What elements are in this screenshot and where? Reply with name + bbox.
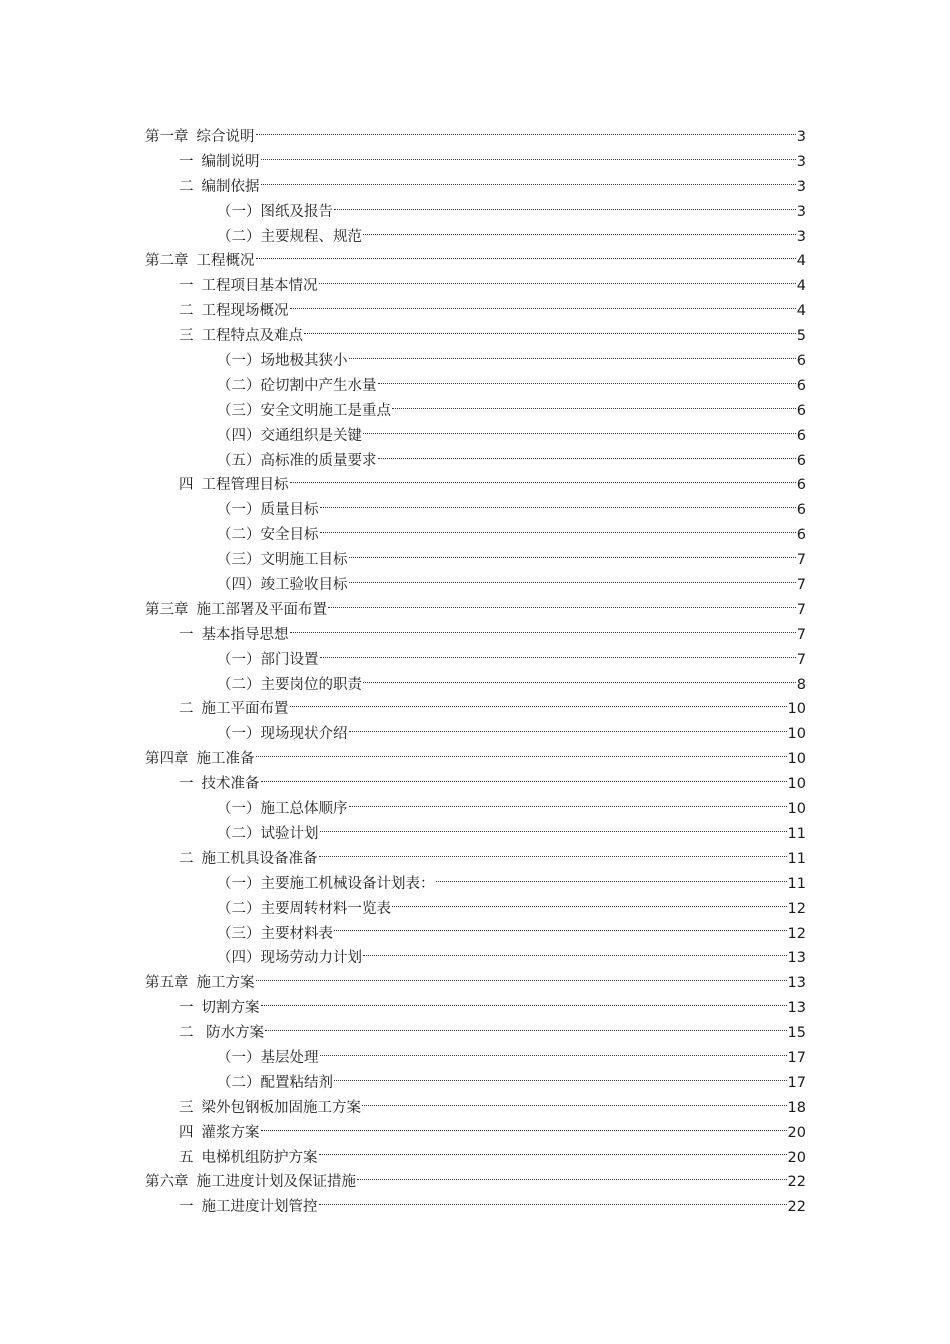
toc-entry-title [145, 125, 255, 150]
toc-entry[interactable] [145, 797, 806, 822]
toc-entry[interactable] [145, 449, 806, 474]
toc-entry-label: 二 [179, 850, 194, 867]
toc-entry[interactable] [145, 922, 806, 947]
toc-page-number: 7 [796, 626, 806, 643]
toc-entry[interactable] [145, 249, 806, 274]
dot-leader [256, 756, 787, 757]
toc-entry-label: 三 [179, 1099, 194, 1116]
toc-entry-title [145, 747, 255, 772]
toc-entry-title [179, 697, 289, 722]
table-of-contents [145, 125, 806, 1220]
toc-page-number: 7 [796, 601, 806, 618]
toc-page-number: 4 [796, 278, 806, 295]
dot-leader [319, 856, 787, 857]
toc-entry-title [179, 772, 260, 797]
toc-entry-title [217, 673, 362, 698]
dot-leader [362, 1105, 787, 1106]
toc-entry-text: 交通组织是关键 [260, 427, 362, 444]
toc-page-number: 3 [796, 228, 806, 245]
toc-entry-text: 工程管理目标 [201, 477, 289, 494]
toc-entry-text: 施工进度计划及保证措施 [196, 1174, 356, 1191]
toc-entry-text: 砼切割中产生水量 [260, 377, 377, 394]
toc-entry-title [217, 648, 319, 673]
toc-entry-label: 二 [179, 1025, 194, 1042]
toc-entry-text: 施工准备 [196, 751, 255, 768]
toc-entry-text: 现场劳动力计划 [260, 950, 362, 967]
toc-entry-text: 高标准的质量要求 [260, 452, 377, 469]
toc-entry-title [217, 797, 348, 822]
dot-leader [290, 706, 787, 707]
toc-entry-text: 主要岗位的职责 [260, 676, 362, 693]
toc-entry-title [145, 1170, 356, 1195]
dot-leader [261, 1130, 787, 1131]
toc-entry-label: 二 [179, 701, 194, 718]
toc-entry-title [179, 1121, 260, 1146]
toc-entry[interactable] [145, 473, 806, 498]
toc-page-number: 18 [787, 1099, 806, 1116]
toc-page-number: 15 [787, 1025, 806, 1042]
dot-leader [349, 557, 796, 558]
dot-leader [349, 731, 787, 732]
toc-entry-label: （一） [217, 651, 261, 668]
dot-leader [378, 458, 796, 459]
toc-entry[interactable] [145, 872, 806, 897]
toc-entry-label: （一） [217, 502, 261, 519]
toc-entry-text: 基本指导思想 [201, 626, 289, 643]
toc-page-number: 7 [796, 651, 806, 668]
toc-page-number: 17 [787, 1074, 806, 1091]
toc-entry[interactable] [145, 598, 806, 623]
toc-entry[interactable] [145, 399, 806, 424]
toc-entry-label: （四） [217, 577, 261, 594]
toc-entry-text: 切割方案 [201, 1000, 260, 1017]
toc-entry-text: 施工机具设备准备 [201, 850, 318, 867]
toc-entry-text: 施工平面布置 [201, 701, 289, 718]
toc-entry-title [179, 274, 318, 299]
toc-page-number: 11 [787, 850, 806, 867]
toc-entry-title [217, 922, 333, 947]
toc-page-number: 13 [787, 950, 806, 967]
dot-leader [378, 383, 796, 384]
toc-entry[interactable] [145, 1021, 806, 1046]
toc-entry-title [217, 1071, 333, 1096]
toc-entry-text: 工程概况 [196, 253, 255, 270]
toc-entry-text: 安全目标 [260, 527, 319, 544]
toc-entry-text: 编制依据 [201, 178, 260, 195]
toc-entry-title [145, 598, 327, 623]
toc-entry-title [179, 150, 260, 175]
dot-leader [256, 134, 796, 135]
toc-entry-text: 主要材料表 [260, 925, 333, 942]
toc-entry-title [179, 1195, 318, 1220]
toc-entry-text: 编制说明 [201, 153, 260, 170]
toc-entry-label: 第一章 [145, 129, 189, 145]
toc-entry-label: 第三章 [145, 601, 189, 618]
toc-entry-title [217, 897, 391, 922]
toc-entry-label: （一） [217, 1049, 261, 1066]
toc-page-number: 5 [796, 328, 806, 345]
toc-entry-text: 防水方案 [201, 1025, 265, 1042]
toc-entry[interactable] [145, 822, 806, 847]
toc-entry-text: 场地极其狭小 [260, 353, 348, 370]
toc-entry[interactable] [145, 747, 806, 772]
toc-entry-label: 一 [179, 1199, 194, 1216]
toc-entry-title [217, 946, 362, 971]
dot-leader [261, 781, 787, 782]
toc-entry-label: 四 [179, 477, 194, 494]
toc-entry-label: 三 [179, 328, 194, 345]
toc-entry[interactable] [145, 1170, 806, 1195]
toc-entry[interactable] [145, 648, 806, 673]
toc-entry[interactable] [145, 847, 806, 872]
dot-leader [290, 308, 796, 309]
toc-entry-title [179, 175, 260, 200]
toc-entry-label: 一 [179, 776, 194, 793]
toc-entry-text: 主要规程、规范 [260, 228, 362, 245]
toc-entry-text: 电梯机组防护方案 [201, 1149, 318, 1166]
toc-entry-text: 施工进度计划管控 [201, 1199, 318, 1216]
toc-entry[interactable] [145, 498, 806, 523]
toc-entry-label: （一） [217, 875, 261, 892]
toc-page-number: 6 [796, 402, 806, 419]
toc-entry[interactable] [145, 299, 806, 324]
toc-page-number: 6 [796, 427, 806, 444]
toc-entry-text: 综合说明 [196, 129, 255, 145]
dot-leader [328, 607, 796, 608]
toc-entry-label: （二） [217, 1074, 261, 1091]
toc-entry-text: 灌浆方案 [201, 1124, 260, 1141]
toc-page-number: 3 [796, 178, 806, 195]
toc-entry-title [179, 1021, 264, 1046]
toc-page-number: 10 [787, 726, 806, 743]
toc-page-number: 3 [796, 129, 806, 145]
toc-entry-label: 第五章 [145, 975, 189, 992]
toc-entry[interactable] [145, 274, 806, 299]
toc-entry-title [217, 498, 319, 523]
toc-entry[interactable] [145, 1195, 806, 1220]
dot-leader [334, 930, 787, 931]
toc-entry[interactable] [145, 946, 806, 971]
dot-leader [320, 1055, 787, 1056]
toc-entry[interactable] [145, 1121, 806, 1146]
toc-page-number: 8 [796, 676, 806, 693]
toc-entry-label: （三） [217, 402, 261, 419]
dot-leader [261, 1005, 787, 1006]
toc-entry-label: （一） [217, 353, 261, 370]
toc-page-number: 4 [796, 253, 806, 270]
toc-entry-label: 第二章 [145, 253, 189, 270]
toc-page-number: 13 [787, 1000, 806, 1017]
toc-page-number: 12 [787, 900, 806, 917]
toc-entry[interactable] [145, 150, 806, 175]
toc-entry-title [145, 971, 255, 996]
toc-entry[interactable] [145, 175, 806, 200]
toc-page-number: 6 [796, 452, 806, 469]
toc-entry-title [217, 872, 435, 897]
toc-page-number: 10 [787, 801, 806, 818]
toc-entry-label: （四） [217, 427, 261, 444]
toc-entry[interactable] [145, 200, 806, 225]
toc-entry-title [179, 847, 318, 872]
toc-entry-title [217, 573, 348, 598]
toc-entry-label: （三） [217, 925, 261, 942]
dot-leader [334, 209, 796, 210]
toc-page-number: 3 [796, 203, 806, 220]
toc-entry-label: 一 [179, 153, 194, 170]
toc-entry-text: 竣工验收目标 [260, 577, 348, 594]
toc-entry[interactable] [145, 523, 806, 548]
toc-entry-title [217, 722, 348, 747]
toc-page-number: 10 [787, 751, 806, 768]
toc-entry-text: 施工部署及平面布置 [196, 601, 327, 618]
toc-entry-text: 工程项目基本情况 [201, 278, 318, 295]
toc-entry-title [217, 424, 362, 449]
toc-entry[interactable] [145, 673, 806, 698]
dot-leader [363, 682, 796, 683]
toc-entry-title [217, 449, 377, 474]
toc-page-number: 22 [787, 1199, 806, 1216]
toc-entry-title [179, 1096, 361, 1121]
toc-entry[interactable] [145, 374, 806, 399]
toc-entry-title [217, 200, 333, 225]
toc-page-number: 22 [787, 1174, 806, 1191]
dot-leader [319, 283, 796, 284]
dot-leader [320, 507, 796, 508]
toc-entry-label: （四） [217, 950, 261, 967]
toc-page-number: 20 [787, 1149, 806, 1166]
toc-entry-text: 工程现场概况 [201, 303, 289, 320]
dot-leader [392, 906, 787, 907]
toc-entry[interactable] [145, 1046, 806, 1071]
toc-entry-title [217, 548, 348, 573]
toc-entry[interactable] [145, 1071, 806, 1096]
toc-entry-title [179, 623, 289, 648]
toc-page-number: 6 [796, 353, 806, 370]
toc-entry[interactable] [145, 324, 806, 349]
dot-leader [265, 1030, 786, 1031]
toc-entry[interactable] [145, 125, 806, 150]
toc-entry[interactable] [145, 971, 806, 996]
toc-entry-label: 一 [179, 1000, 194, 1017]
toc-entry-text: 质量目标 [260, 502, 319, 519]
toc-page-number: 10 [787, 701, 806, 718]
dot-leader [261, 159, 796, 160]
dot-leader [436, 881, 787, 882]
toc-entry-title [179, 324, 303, 349]
toc-entry-title [217, 374, 377, 399]
toc-page-number: 6 [796, 477, 806, 494]
dot-leader [349, 582, 796, 583]
toc-page-number: 6 [796, 502, 806, 519]
dot-leader [357, 1179, 787, 1180]
toc-entry-text: 文明施工目标 [260, 552, 348, 569]
dot-leader [304, 333, 796, 334]
toc-entry[interactable] [145, 697, 806, 722]
toc-page-number: 10 [787, 776, 806, 793]
toc-entry[interactable] [145, 996, 806, 1021]
toc-entry-text: 施工方案 [196, 975, 255, 992]
toc-entry-text: 技术准备 [201, 776, 260, 793]
toc-page-number: 6 [796, 377, 806, 394]
toc-entry-text: 基层处理 [260, 1049, 319, 1066]
toc-entry-label: 第四章 [145, 751, 189, 768]
toc-entry-label: （二） [217, 825, 261, 842]
toc-entry[interactable] [145, 1096, 806, 1121]
toc-entry-label: （一） [217, 726, 261, 743]
toc-entry[interactable] [145, 1146, 806, 1171]
toc-entry-label: （五） [217, 452, 261, 469]
toc-entry-title [217, 523, 319, 548]
toc-page-number: 17 [787, 1049, 806, 1066]
toc-entry-text: 图纸及报告 [260, 203, 333, 220]
toc-entry-label: 二 [179, 303, 194, 320]
toc-entry-label: （二） [217, 900, 261, 917]
toc-entry[interactable] [145, 424, 806, 449]
toc-entry-text: 施工总体顺序 [260, 801, 348, 818]
dot-leader [320, 532, 796, 533]
toc-entry-label: （三） [217, 552, 261, 569]
toc-entry-text: 现场现状介绍 [260, 726, 348, 743]
dot-leader [320, 831, 787, 832]
toc-page-number: 7 [796, 577, 806, 594]
toc-entry-label: 一 [179, 278, 194, 295]
dot-leader [334, 1080, 787, 1081]
toc-page-number: 3 [796, 153, 806, 170]
toc-entry-label: （二） [217, 228, 261, 245]
dot-leader [290, 632, 796, 633]
toc-entry[interactable] [145, 623, 806, 648]
toc-entry-text: 主要周转材料一览表 [260, 900, 391, 917]
toc-entry-label: 一 [179, 626, 194, 643]
toc-entry-text: 试验计划 [260, 825, 319, 842]
toc-entry-text: 梁外包钢板加固施工方案 [201, 1099, 361, 1116]
toc-page-number: 6 [796, 527, 806, 544]
toc-entry-title [217, 349, 348, 374]
toc-entry-label: （一） [217, 801, 261, 818]
dot-leader [392, 408, 796, 409]
toc-entry-label: （一） [217, 203, 261, 220]
toc-entry-label: 五 [179, 1149, 194, 1166]
toc-entry-label: 第六章 [145, 1174, 189, 1191]
toc-entry[interactable] [145, 548, 806, 573]
dot-leader [290, 482, 796, 483]
toc-entry[interactable] [145, 897, 806, 922]
toc-entry-text: 安全文明施工是重点 [260, 402, 391, 419]
dot-leader [261, 184, 796, 185]
toc-page-number: 20 [787, 1124, 806, 1141]
toc-entry-title [179, 1146, 318, 1171]
toc-page-number: 11 [787, 875, 806, 892]
toc-entry-title [217, 399, 391, 424]
toc-entry-title [179, 473, 289, 498]
toc-entry-title [217, 225, 362, 250]
toc-entry-text: 工程特点及难点 [201, 328, 303, 345]
toc-page-number: 4 [796, 303, 806, 320]
toc-entry-text: 配置粘结剂 [260, 1074, 333, 1091]
toc-entry-label: 二 [179, 178, 194, 195]
dot-leader [363, 234, 796, 235]
toc-entry-label: （二） [217, 377, 261, 394]
toc-entry-title [179, 996, 260, 1021]
dot-leader [319, 1204, 787, 1205]
dot-leader [319, 1154, 787, 1155]
dot-leader [363, 955, 787, 956]
toc-page-number: 13 [787, 975, 806, 992]
toc-page-number: 7 [796, 552, 806, 569]
toc-entry-title [217, 1046, 319, 1071]
toc-entry[interactable] [145, 772, 806, 797]
toc-entry-label: 四 [179, 1124, 194, 1141]
toc-entry-text: 部门设置 [260, 651, 319, 668]
dot-leader [320, 657, 796, 658]
toc-entry-label: （二） [217, 527, 261, 544]
toc-entry-title [217, 822, 319, 847]
toc-page-number: 11 [787, 825, 806, 842]
toc-entry-title [179, 299, 289, 324]
dot-leader [349, 358, 796, 359]
toc-page-number: 12 [787, 925, 806, 942]
dot-leader [256, 980, 787, 981]
toc-entry[interactable] [145, 225, 806, 250]
toc-entry[interactable] [145, 349, 806, 374]
dot-leader [363, 433, 796, 434]
toc-entry-title [145, 249, 255, 274]
toc-entry-label: （二） [217, 676, 261, 693]
toc-entry[interactable] [145, 573, 806, 598]
dot-leader [256, 258, 796, 259]
dot-leader [349, 806, 787, 807]
toc-entry-text: 主要施工机械设备计划表： [260, 875, 435, 892]
toc-entry[interactable] [145, 722, 806, 747]
